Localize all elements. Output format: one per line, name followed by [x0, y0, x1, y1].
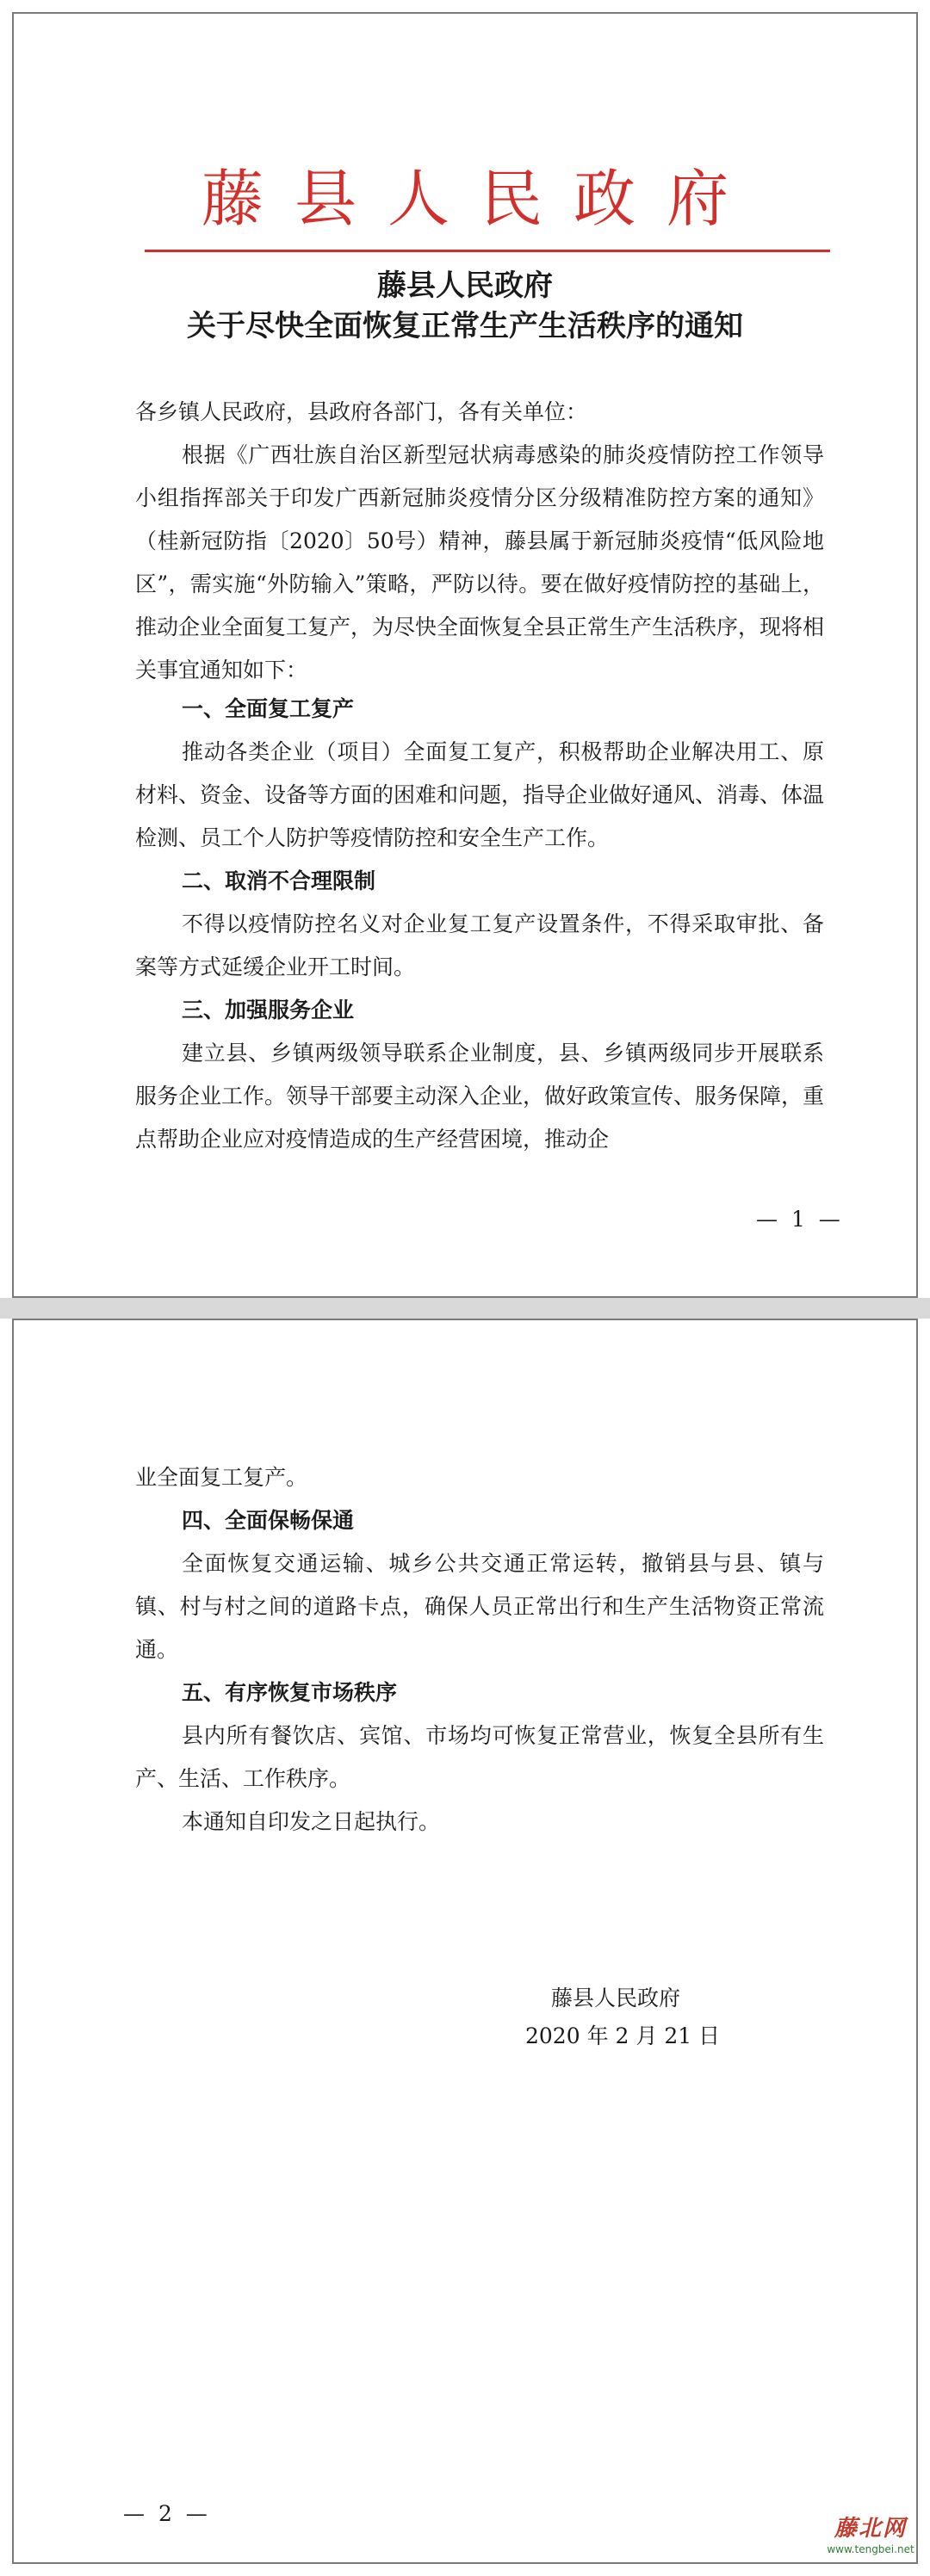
document-page-1 — [12, 12, 918, 1298]
section-3-heading: 三、加强服务企业 — [182, 998, 355, 1022]
section-2-body: 不得以疫情防控名义对企业复工复产设置条件，不得采取审批、备案等方式延缓企业开工时间。 — [135, 911, 824, 979]
section-5-body: 县内所有餐饮店、宾馆、市场均可恢复正常营业，恢复全县所有生产、生活、工作秩序。 — [135, 1723, 824, 1791]
section-5-heading: 五、有序恢复市场秩序 — [182, 1680, 398, 1705]
signature-issuer: 藤县人民政府 — [551, 1986, 681, 2011]
doc-title-line2: 关于尽快全面恢复正常生产生活秩序的通知 — [187, 309, 743, 343]
signature-date: 2020 年 2 月 21 日 — [525, 2023, 721, 2048]
section-4-heading: 四、全面保畅保通 — [182, 1508, 355, 1533]
section-3-body: 建立县、乡镇两级领导联系企业制度，县、乡镇两级同步开展联系服务企业工作。领导干部要主动深入企业，做好政策宣传、服务保障，重点帮助企业应对疫情造成的生产经营困境，推动企 — [135, 1041, 825, 1152]
intro-paragraph: 根据《广西壮族自治区新型冠状病毒感染的肺炎疫情防控工作领导小组指挥部关于印发广西新冠肺炎疫情分区分级精准防控方案的通知》（桂新冠防指〔2020〕50号）精神，藤县属于新冠肺炎疫情“低风险地区”，需实施“外防输入”策略，严防以待。要在做好疫情防控的基础上，推动企业全面复工复产，为尽快全面恢复全县正常生产生活秩序，现将相关事宜通知如下： — [135, 442, 825, 683]
closing-sentence: 本通知自印发之日起执行。 — [182, 1809, 441, 1834]
section-4-body: 全面恢复交通运输、城乡公共交通正常运转，撤销县与县、镇与镇、村与村之间的道路卡点，确保人员正常出行和生产生活物资正常流通。 — [135, 1551, 824, 1662]
page-number-2: — 2 — — [123, 2501, 211, 2526]
document-page-2 — [12, 1319, 918, 2564]
section-1-heading: 一、全面复工复产 — [182, 696, 355, 721]
section-1-body: 推动各类企业（项目）全面复工复产，积极帮助企业解决用工、原材料、资金、设备等方面的困难和问题，指导企业做好通风、消毒、体温检测、员工个人防护等疫情防控和安全生产工作。 — [135, 739, 825, 850]
salutation: 各乡镇人民政府，县政府各部门，各有关单位： — [135, 399, 588, 424]
page-number-1: — 1 — — [756, 1207, 844, 1232]
red-header-rule — [145, 250, 830, 252]
doc-title-line1: 藤县人民政府 — [377, 269, 553, 303]
watermark-url: www.tengbei.net — [827, 2543, 914, 2555]
site-watermark — [816, 2515, 925, 2568]
issuer-header: 藤县人民政府 — [201, 163, 760, 235]
continuation-text: 业全面复工复产。 — [135, 1465, 308, 1490]
watermark-brand: 藤北网 — [834, 2516, 907, 2542]
page-gap — [0, 1298, 930, 1319]
section-2-heading: 二、取消不合理限制 — [182, 868, 376, 893]
